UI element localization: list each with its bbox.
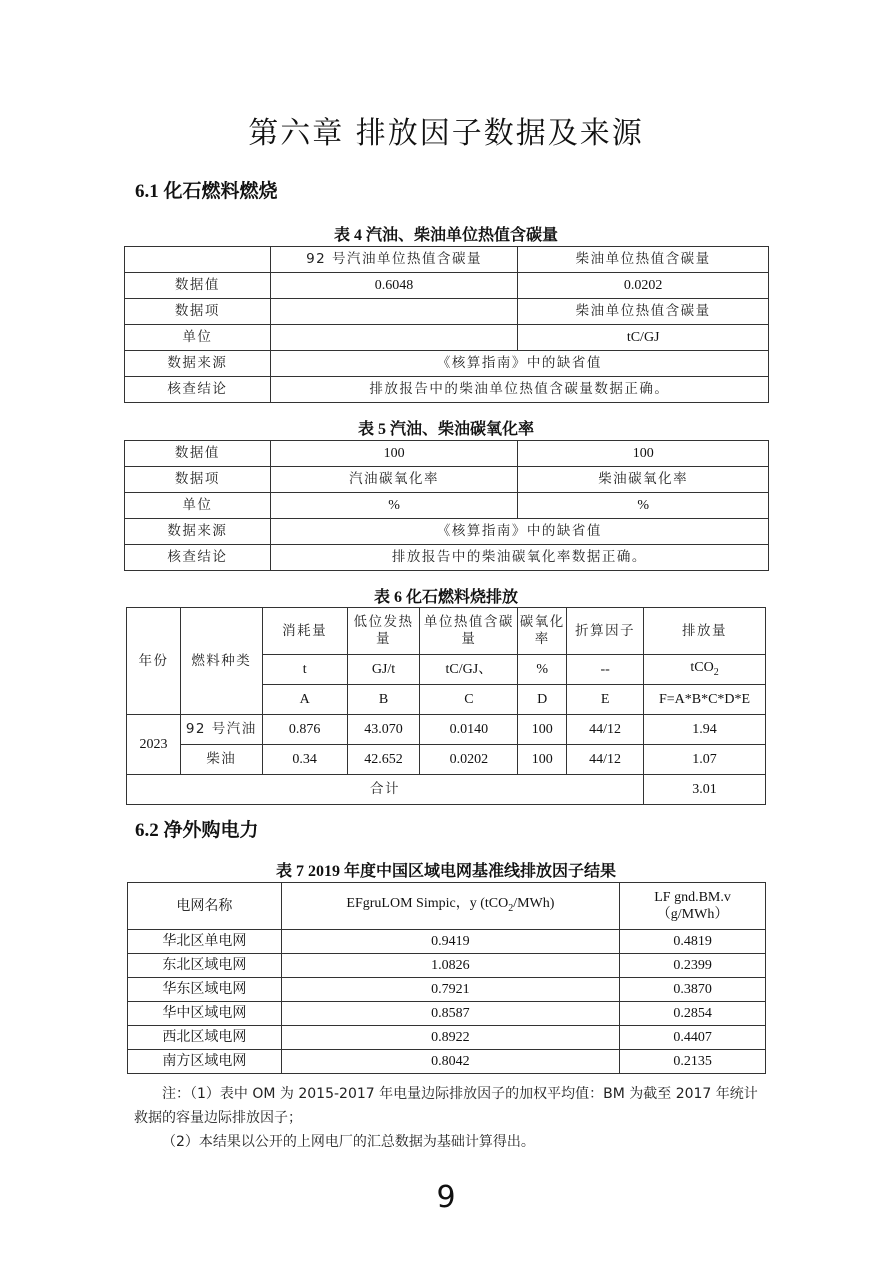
header-year: 年份 — [127, 608, 181, 715]
table-cell: 43.070 — [347, 715, 420, 745]
table-cell — [270, 299, 518, 325]
section-title-6-1: 6.1 化石燃料燃烧 — [135, 181, 278, 202]
table7 — [127, 882, 766, 1074]
table-cell: 0.6048 — [270, 273, 518, 299]
table-cell: 汽油碳氧化率 — [270, 467, 518, 493]
om-cell: 0.8587 — [281, 1002, 619, 1026]
fuel-cell: 92 号汽油 — [180, 715, 262, 745]
header-om — [281, 883, 619, 930]
grid-name-cell: 华东区域电网 — [128, 978, 282, 1002]
om-cell: 1.0826 — [281, 954, 619, 978]
header-bm-line2: （g/MWh） — [656, 907, 729, 922]
table-cell: 100 — [518, 441, 769, 467]
grid-name-cell: 华北区单电网 — [128, 930, 282, 954]
table-header-row — [127, 608, 766, 655]
table5-caption: 表 5 汽油、柴油碳氧化率 — [357, 421, 534, 438]
header-emissions: 排放量 — [644, 608, 766, 655]
bm-cell: 0.2135 — [620, 1050, 766, 1074]
table-row — [125, 273, 769, 299]
fuel-cell: 柴油 — [180, 745, 262, 775]
table-row — [125, 377, 769, 403]
table-cell: tC/GJ — [518, 325, 769, 351]
header-om-subscript: 2 — [508, 902, 514, 914]
bm-cell: 0.3870 — [620, 978, 766, 1002]
table-row — [128, 954, 766, 978]
table-cell: 0.876 — [262, 715, 347, 745]
total-label: 合计 — [127, 775, 644, 805]
table-row — [127, 745, 766, 775]
om-cell: 0.9419 — [281, 930, 619, 954]
table-row — [128, 1050, 766, 1074]
row-label: 数据值 — [125, 441, 271, 467]
header-bm-line1: LF gnd.BM.v — [654, 890, 731, 905]
header-grid-name: 电网名称 — [128, 883, 282, 930]
unit-cell: -- — [567, 655, 644, 685]
row-label: 数据值 — [125, 273, 271, 299]
symbol-cell: C — [420, 685, 518, 715]
table-row — [128, 1026, 766, 1050]
unit-subscript: 2 — [713, 666, 719, 678]
table-cell: % — [270, 493, 518, 519]
table-row — [128, 978, 766, 1002]
table-cell: 100 — [518, 715, 567, 745]
page-number: 9 — [436, 1180, 456, 1215]
row-label: 核查结论 — [125, 377, 271, 403]
table-cell: 柴油碳氧化率 — [518, 467, 769, 493]
table-row — [125, 325, 769, 351]
unit-cell: % — [518, 655, 567, 685]
header-fuel-type: 燃料种类 — [180, 608, 262, 715]
table-cell: 柴油单位热值含碳量 — [518, 299, 769, 325]
grid-name-cell: 东北区域电网 — [128, 954, 282, 978]
table7-notes — [134, 1082, 758, 1154]
table4 — [124, 246, 769, 403]
symbol-cell: E — [567, 685, 644, 715]
header-om-text: EFgruLOM Simpic，y (tCO — [346, 896, 509, 912]
row-label: 核查结论 — [125, 545, 271, 571]
om-cell: 0.8042 — [281, 1050, 619, 1074]
table-cell: 100 — [518, 745, 567, 775]
table-cell: 0.0202 — [518, 273, 769, 299]
grid-name-cell: 华中区域电网 — [128, 1002, 282, 1026]
om-cell: 0.8922 — [281, 1026, 619, 1050]
table-row — [128, 930, 766, 954]
unit-cell: GJ/t — [347, 655, 420, 685]
table-cell: 《核算指南》中的缺省值 — [270, 519, 768, 545]
bm-cell: 0.4819 — [620, 930, 766, 954]
table-cell — [125, 247, 271, 273]
header-oxidation-rate: 碳氧化率 — [518, 608, 567, 655]
row-label: 单位 — [125, 325, 271, 351]
table-cell: 44/12 — [567, 745, 644, 775]
table-cell: 0.0202 — [420, 745, 518, 775]
table-cell: 0.34 — [262, 745, 347, 775]
om-cell: 0.7921 — [281, 978, 619, 1002]
unit-text: tCO — [690, 659, 714, 675]
table-cell: % — [518, 493, 769, 519]
header-om-unit: /MWh) — [513, 896, 555, 912]
table-cell: 排放报告中的柴油碳氧化率数据正确。 — [270, 545, 768, 571]
table5 — [124, 440, 769, 571]
unit-cell: t — [262, 655, 347, 685]
table-cell: 排放报告中的柴油单位热值含碳量数据正确。 — [270, 377, 768, 403]
bm-cell: 0.4407 — [620, 1026, 766, 1050]
year-cell: 2023 — [127, 715, 181, 775]
row-label: 数据来源 — [125, 351, 271, 377]
total-value: 3.01 — [644, 775, 766, 805]
symbol-cell: A — [262, 685, 347, 715]
table-row — [125, 441, 769, 467]
header-consumption: 消耗量 — [262, 608, 347, 655]
table-header-cell: 92 号汽油单位热值含碳量 — [270, 247, 518, 273]
table-cell: 1.07 — [644, 745, 766, 775]
table-cell: 42.652 — [347, 745, 420, 775]
table6 — [126, 607, 766, 805]
table-cell — [270, 325, 518, 351]
table-cell: 《核算指南》中的缺省值 — [270, 351, 768, 377]
table4-caption: 表 4 汽油、柴油单位热值含碳量 — [333, 227, 558, 244]
chapter-title: 第六章 排放因子数据及来源 — [248, 116, 644, 151]
grid-name-cell: 南方区域电网 — [128, 1050, 282, 1074]
table-cell: 44/12 — [567, 715, 644, 745]
row-label: 单位 — [125, 493, 271, 519]
header-carbon-content: 单位热值含碳量 — [420, 608, 518, 655]
table-row — [125, 519, 769, 545]
header-conversion-factor: 折算因子 — [567, 608, 644, 655]
table-header-cell: 柴油单位热值含碳量 — [518, 247, 769, 273]
row-label: 数据项 — [125, 467, 271, 493]
table-total-row — [127, 775, 766, 805]
table-row — [128, 1002, 766, 1026]
symbol-cell: F=A*B*C*D*E — [644, 685, 766, 715]
symbol-cell: D — [518, 685, 567, 715]
table-row — [125, 493, 769, 519]
table-header-row — [128, 883, 766, 930]
row-label: 数据项 — [125, 299, 271, 325]
table-row — [125, 351, 769, 377]
table-cell: 100 — [270, 441, 518, 467]
table-cell: 0.0140 — [420, 715, 518, 745]
bm-cell: 0.2854 — [620, 1002, 766, 1026]
header-bm — [620, 883, 766, 930]
row-label: 数据来源 — [125, 519, 271, 545]
table-row — [125, 467, 769, 493]
bm-cell: 0.2399 — [620, 954, 766, 978]
table6-caption: 表 6 化石燃料烧排放 — [373, 589, 518, 606]
table-row — [125, 545, 769, 571]
unit-cell: tC/GJ、 — [420, 655, 518, 685]
table-row — [125, 299, 769, 325]
symbol-cell: B — [347, 685, 420, 715]
header-ncv: 低位发热量 — [347, 608, 420, 655]
unit-cell — [644, 655, 766, 685]
table-cell: 1.94 — [644, 715, 766, 745]
note-1: 注：（1）表中 OM 为 2015-2017 年电量边际排放因子的加权平均值：BM 为截至 2017 年统计救据的容量边际排放因子； — [134, 1086, 758, 1126]
table-row — [127, 715, 766, 745]
note-2: （2）本结果以公开的上网电厂的汇总数据为基础计算得出。 — [162, 1134, 535, 1150]
table7-caption: 表 7 2019 年度中国区域电网基准线排放因子结果 — [275, 863, 616, 880]
section-title-6-2: 6.2 净外购电力 — [135, 820, 259, 841]
table-row — [125, 247, 769, 273]
grid-name-cell: 西北区域电网 — [128, 1026, 282, 1050]
